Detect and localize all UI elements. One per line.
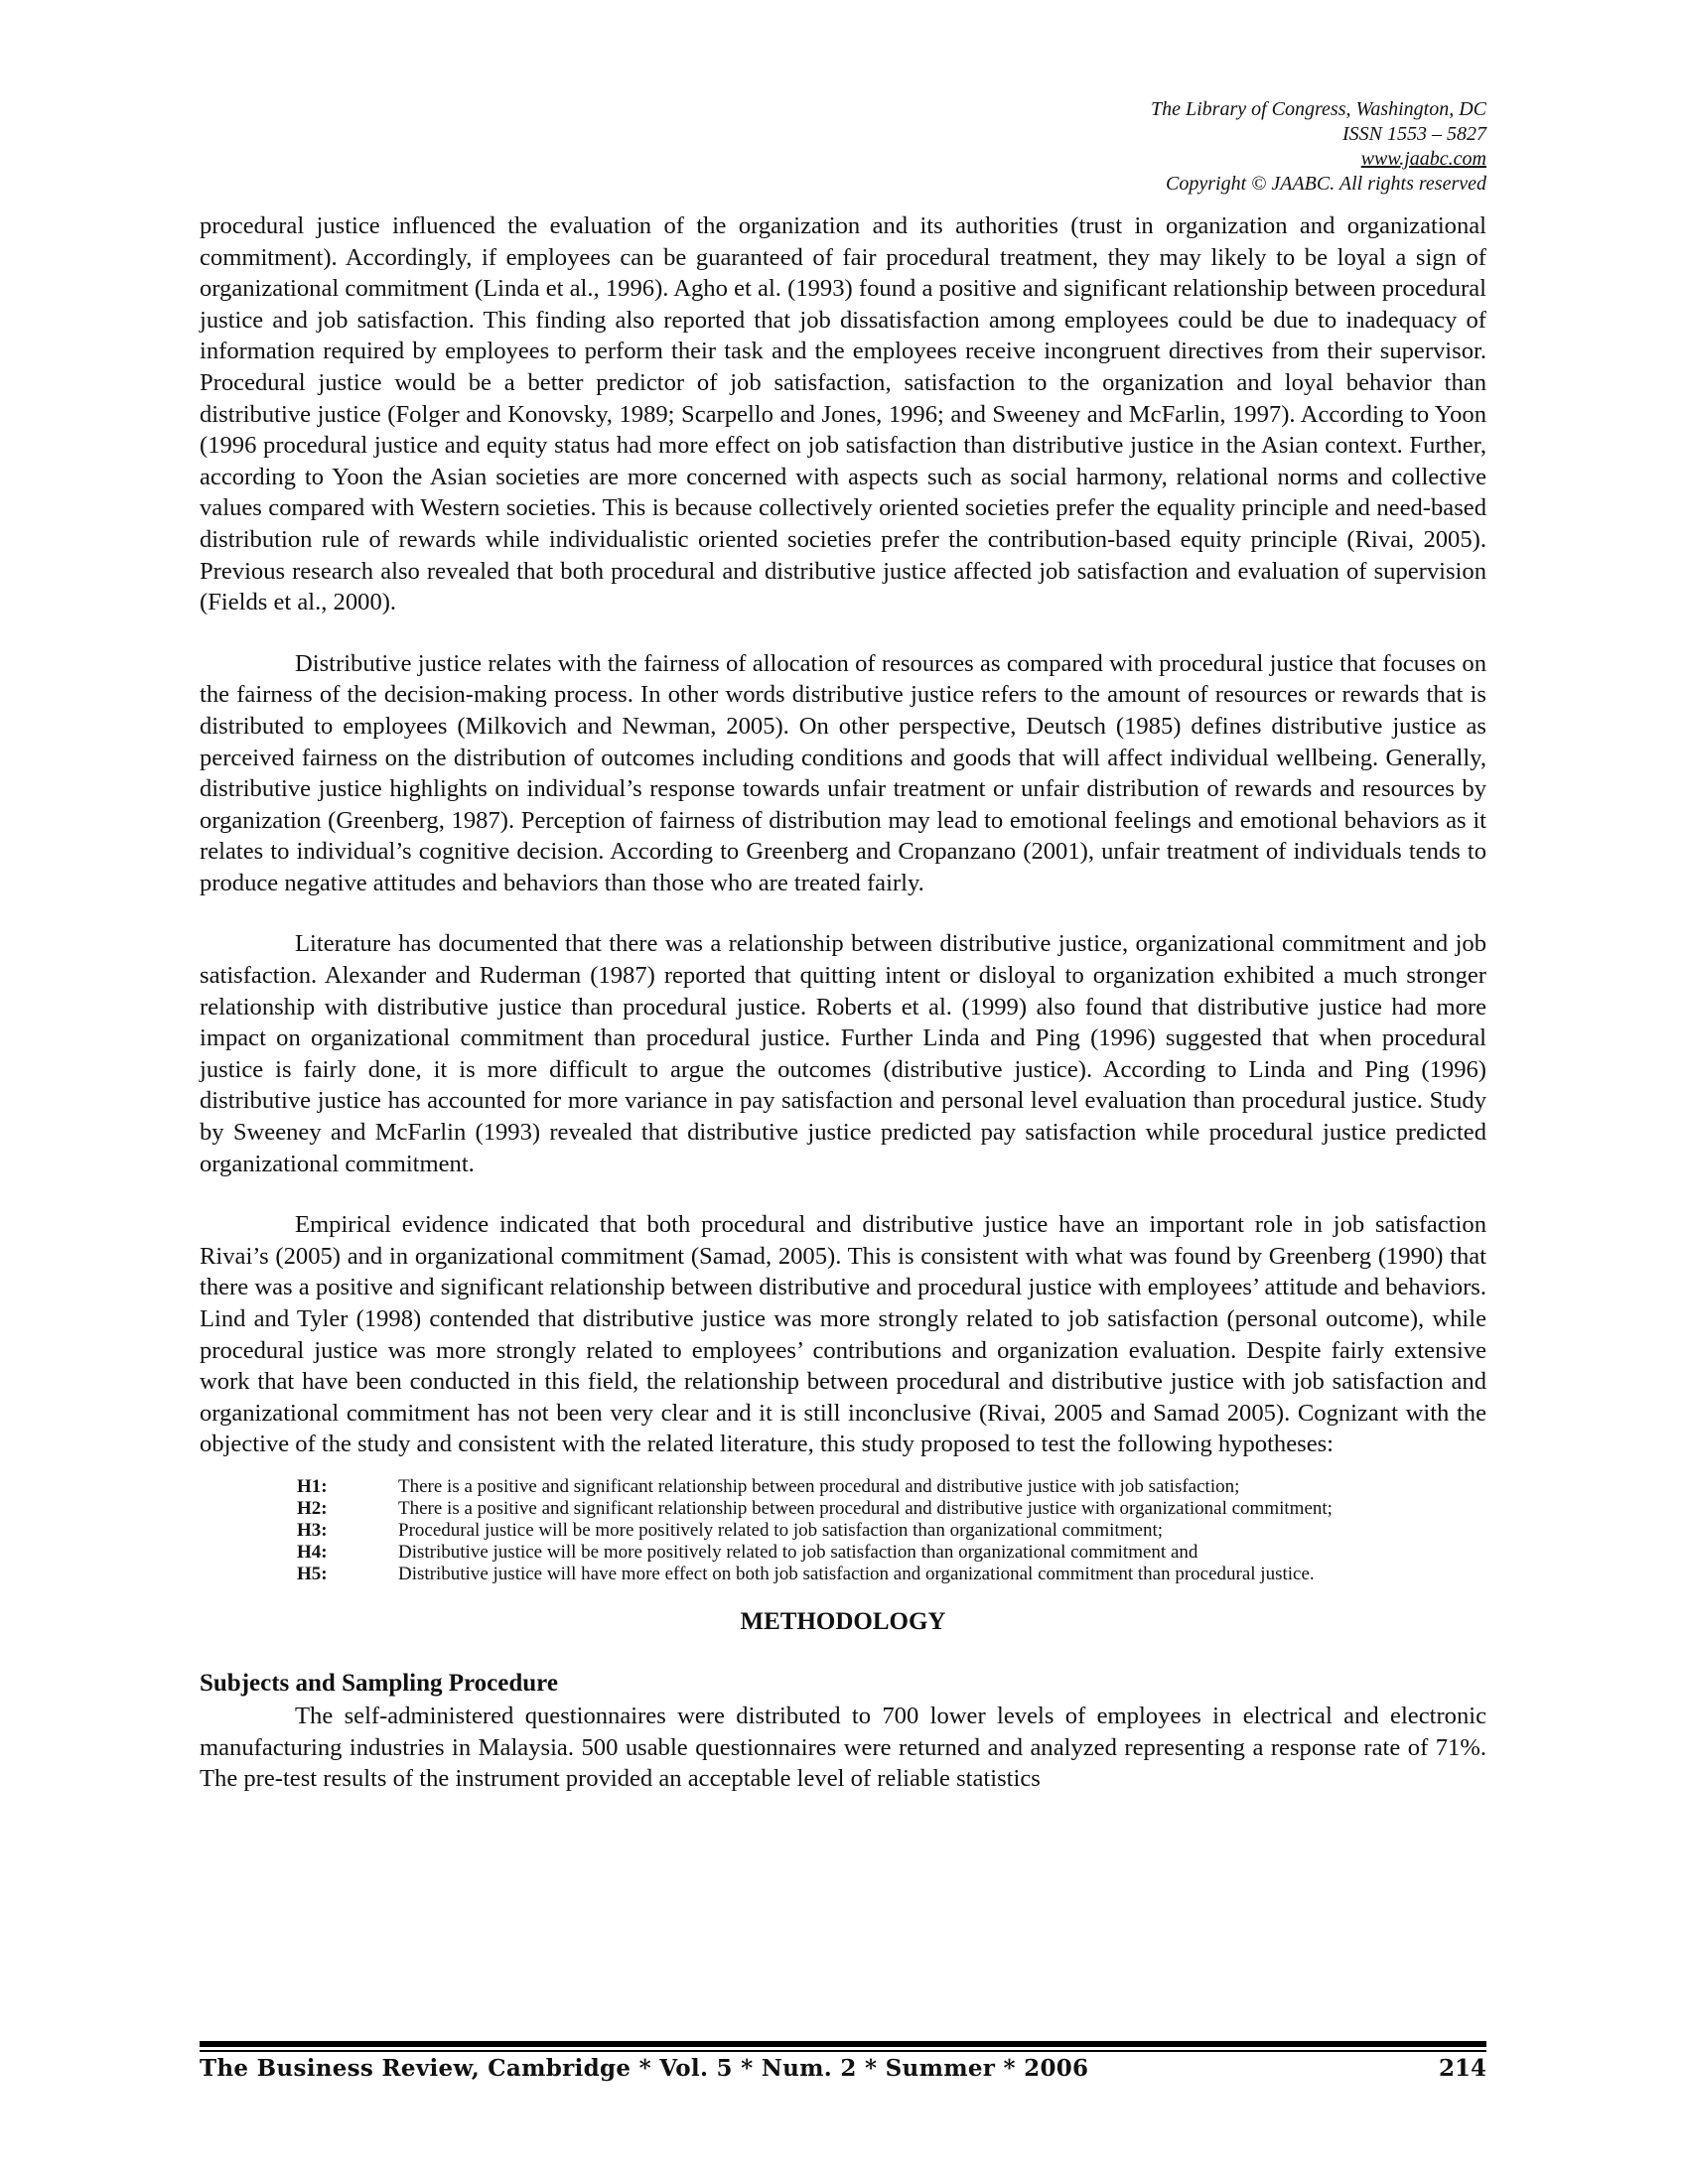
hypothesis-item (297, 1520, 1486, 1542)
hypothesis-id: H5: (297, 1563, 328, 1584)
body-paragraph: procedural justice influenced the evaluation of the organization and its authorities (trust in organization and organizational commitment). Accordingly, if employees can be guaranteed of fair procedural treatment, they may likely to be loyal a sign of organizational commitment (Linda et al., 1996). Agho et al. (1993) found a positive and significant relationship between procedural justice and job satisfaction. This finding also reported that job dissatisfaction among employees could be due to inadequacy of information required by employees to perform their task and the employees receive incongruent directives from their supervisor. Procedural justice would be a better predictor of job satisfaction, satisfaction to the organization and loyal behavior than distributive justice (Folger and Konovsky, 1989; Scarpello and Jones, 1996; and Sweeney and McFarlin, 1997). According to Yoon (1996 procedural justice and equity status had more effect on job satisfaction than distributive justice in the Asian context. Further, according to Yoon the Asian societies are more concerned with aspects such as social harmony, relational norms and collective values compared with Western societies. This is because collectively oriented societies prefer the equality principle and need-based distribution rule of rewards while individualistic oriented societies prefer the contribution-based equity principle (Rivai, 2005). Previous research also revealed that both procedural and distributive justice affected job satisfaction and evaluation of supervision (Fields et al., 2000). (200, 212, 1486, 616)
hypothesis-item (297, 1564, 1486, 1585)
article-body (200, 210, 1486, 1795)
hypotheses-list (297, 1476, 1486, 1585)
hypothesis-item (297, 1542, 1486, 1564)
body-paragraph: Literature has documented that there was a relationship between distributive justice, organizational commitment and job satisfaction. Alexander and Ruderman (1987) reported that quitting intent or disloyal to organization exhibited a much stronger relationship with distributive justice than procedural justice. Roberts et al. (1999) also found that distributive justice had more impact on organizational commitment than procedural justice. Further Linda and Ping (1996) suggested that when procedural justice is fairly done, it is more difficult to argue the outcomes (distributive justice). According to Linda and Ping (1996) distributive justice has accounted for more variance in pay satisfaction and personal level evaluation than procedural justice. Study by Sweeney and McFarlin (1993) revealed that distributive justice predicted pay satisfaction while procedural justice predicted organizational commitment. (200, 930, 1486, 1177)
hypothesis-text: There is a positive and significant relationship between procedural and distributive justice with job satisfaction; (398, 1475, 1240, 1497)
footer-journal-citation: The Business Review, Cambridge * Vol. 5 * Num. 2 * Summer * 2006 (200, 2055, 1089, 2082)
body-paragraph: Empirical evidence indicated that both procedural and distributive justice have an important role in job satisfaction Rivai’s (2005) and in organizational commitment (Samad, 2005). This is consistent with what was found by Greenberg (1990) that there was a positive and significant relationship between distributive and procedural justice with employees’ attitude and behaviors. Lind and Tyler (1998) contended that distributive justice was more strongly related to job satisfaction (personal outcome), while procedural justice was more strongly related to employees’ contributions and organization evaluation. Despite fairly extensive work that have been conducted in this field, the relationship between procedural and distributive justice with job satisfaction and organizational commitment has not been very clear and it is still inconclusive (Rivai, 2005 and Samad 2005). Cognizant with the objective of the study and consistent with the related literature, this study proposed to test the following hypotheses: (200, 1211, 1486, 1458)
body-paragraph: The self-administered questionnaires were distributed to 700 lower levels of employees in electrical and electronic manufacturing industries in Malaysia. 500 usable questionnaires were returned and analyzed representing a response rate of 71%. The pre-test results of the instrument provided an acceptable level of reliable statistics (200, 1702, 1486, 1793)
subsection-heading: Subjects and Sampling Procedure (200, 1669, 558, 1697)
hypothesis-text: There is a positive and significant relationship between procedural and distributive justice with organizational commitment; (398, 1497, 1333, 1519)
hypothesis-id: H3: (297, 1519, 328, 1541)
footer-rule-thick (200, 2041, 1486, 2047)
page-number: 214 (1438, 2055, 1486, 2082)
footer-rule-thin (200, 2050, 1486, 2052)
section-heading: METHODOLOGY (740, 1607, 946, 1635)
hypothesis-item (297, 1476, 1486, 1498)
hypothesis-text: Distributive justice will be more positively related to job satisfaction than organizational commitment and (398, 1541, 1198, 1563)
header-library-line: The Library of Congress, Washington, DC (1150, 98, 1486, 120)
hypothesis-item (297, 1498, 1486, 1520)
hypothesis-id: H4: (297, 1541, 328, 1563)
header-issn: ISSN 1553 – 5827 (1342, 123, 1486, 145)
hypothesis-text: Distributive justice will have more effect on both job satisfaction and organizational commitment than procedural justice. (398, 1563, 1315, 1584)
hypothesis-id: H1: (297, 1475, 328, 1497)
hypothesis-id: H2: (297, 1497, 328, 1519)
body-paragraph: Distributive justice relates with the fairness of allocation of resources as compared with procedural justice that focuses on the fairness of the decision-making process. In other words distributive justice refers to the amount of resources or rewards that is distributed to employees (Milkovich and Newman, 2005). On other perspective, Deutsch (1985) defines distributive justice as perceived fairness on the distribution of outcomes including conditions and goods that will affect individual wellbeing. Generally, distributive justice highlights on individual’s response towards unfair treatment or unfair distribution of rewards and resources by organization (Greenberg, 1987). Perception of fairness of distribution may lead to emotional feelings and emotional behaviors as it relates to individual’s cognitive decision. According to Greenberg and Cropanzano (2001), unfair treatment of individuals tends to produce negative attitudes and behaviors than those who are treated fairly. (200, 649, 1486, 896)
header-copyright: Copyright © JAABC. All rights reserved (1166, 173, 1486, 195)
header-url-link[interactable]: www.jaabc.com (1360, 148, 1486, 170)
hypothesis-text: Procedural justice will be more positively related to job satisfaction than organizational commitment; (398, 1519, 1164, 1541)
page-header (791, 97, 1486, 197)
